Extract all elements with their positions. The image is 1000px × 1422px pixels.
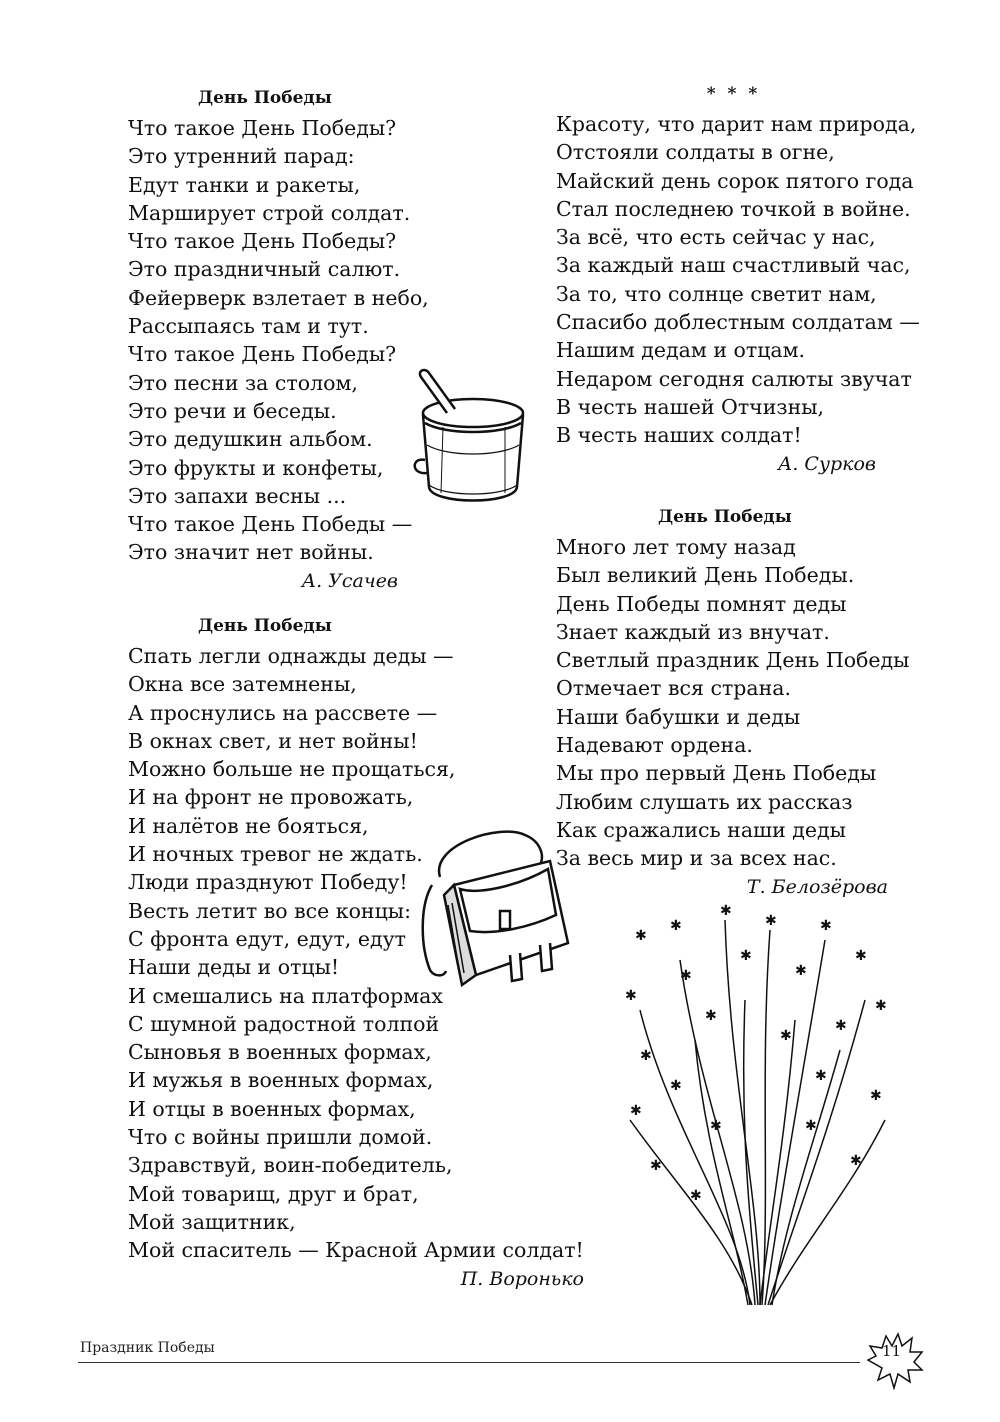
- poem-author: П. Воронько: [460, 1267, 584, 1290]
- poem-line: Здравствуй, воин-победитель,: [128, 1153, 453, 1178]
- poem-line: День Победы помнят деды: [556, 591, 847, 616]
- poem-line: Много лет тому назад: [556, 535, 796, 559]
- poem-line: Нашим дедам и отцам.: [556, 338, 806, 363]
- poem-line: Надевают ордена.: [556, 733, 753, 758]
- poem-line: За весь мир и за всех нас.: [556, 846, 837, 871]
- svg-text:✱: ✱: [680, 968, 692, 984]
- poem-line: Наши деды и отцы!: [128, 955, 340, 980]
- poem-line: Весть летит во все концы:: [128, 898, 412, 923]
- poem-line: Как сражались наши деды: [556, 817, 846, 842]
- poem-line: А проснулись на рассвете —: [128, 700, 438, 725]
- poem-line: Красоту, что дарит нам природа,: [556, 112, 917, 136]
- footer-divider: [78, 1362, 860, 1363]
- poem-line: За всё, что есть сейчас у нас,: [556, 225, 876, 250]
- poem-title: День Победы: [658, 507, 792, 527]
- footer-section-title: Праздник Победы: [80, 1340, 215, 1356]
- poem-line: Знает каждый из внучат.: [556, 619, 830, 644]
- poem-line: Мой защитник,: [128, 1209, 296, 1234]
- poem-line: Светлый праздник День Победы: [556, 648, 910, 673]
- poem-line: Рассыпаясь там и тут.: [128, 314, 369, 339]
- poem-line: Это запахи весны ...: [128, 483, 347, 508]
- poem-line: Недаром сегодня салюты звучат: [556, 366, 912, 391]
- poem-line: Отмечает вся страна.: [556, 676, 792, 701]
- svg-text:✱: ✱: [640, 1048, 652, 1064]
- poem-line: Мой спаситель — Красной Армии солдат!: [128, 1238, 584, 1263]
- svg-text:✱: ✱: [625, 988, 637, 1004]
- poem-line: Спать легли однажды деды —: [128, 644, 454, 668]
- svg-text:✱: ✱: [820, 918, 832, 934]
- poem-line: Едут танки и ракеты,: [128, 172, 361, 197]
- poem-line: Что такое День Победы?: [128, 229, 397, 254]
- poem-line: Сыновья в военных формах,: [128, 1040, 432, 1065]
- svg-text:✱: ✱: [635, 928, 647, 944]
- poem-author: А. Усачев: [301, 569, 398, 592]
- poem-title: День Победы: [198, 88, 332, 108]
- poem-line: Майский день сорок пятого года: [556, 168, 914, 193]
- poem-line: Что такое День Победы?: [128, 116, 397, 140]
- poem-author: А. Сурков: [777, 452, 876, 475]
- svg-text:✱: ✱: [870, 1088, 882, 1104]
- svg-text:✱: ✱: [670, 1078, 682, 1094]
- svg-text:✱: ✱: [630, 1103, 642, 1119]
- poem-usachev: [128, 88, 429, 595]
- poem-line: Это дедушкин альбом.: [128, 427, 373, 452]
- svg-text:✱: ✱: [805, 1118, 817, 1134]
- poem-line: И на фронт не провожать,: [128, 785, 414, 810]
- poem-line: И отцы в военных формах,: [128, 1096, 416, 1121]
- svg-text:✱: ✱: [765, 913, 777, 929]
- poem-line: Это фрукты и конфеты,: [128, 455, 384, 480]
- poem-line: Мой товарищ, друг и брат,: [128, 1181, 419, 1206]
- poem-line: В честь нашей Отчизны,: [556, 394, 825, 419]
- poem-surkov: [556, 84, 920, 478]
- svg-text:✱: ✱: [720, 903, 732, 919]
- poem-line: Марширует строй солдат.: [128, 200, 411, 225]
- poem-line: Можно больше не прощаться,: [128, 757, 456, 782]
- svg-text:✱: ✱: [780, 1028, 792, 1044]
- poem-line: Мы про первый День Победы: [556, 761, 877, 786]
- svg-text:✱: ✱: [850, 1153, 862, 1169]
- svg-text:✱: ✱: [795, 963, 807, 979]
- svg-text:✱: ✱: [705, 1008, 717, 1024]
- poem-line: Окна все затемнены,: [128, 672, 357, 697]
- svg-text:✱: ✱: [835, 1018, 847, 1034]
- poem-line: И мужья в военных формах,: [128, 1068, 434, 1093]
- page-number-badge: [860, 1330, 928, 1390]
- poem-title: День Победы: [198, 616, 332, 636]
- poem-line: Что такое День Победы?: [128, 342, 397, 367]
- poem-line: Это песни за столом,: [128, 370, 358, 395]
- poem-line: За то, что солнце светит нам,: [556, 281, 877, 306]
- svg-text:✱: ✱: [875, 998, 887, 1014]
- svg-text:✱: ✱: [650, 1158, 662, 1174]
- poem-line: Был великий День Победы.: [556, 563, 855, 588]
- fireworks-icon: [610, 900, 900, 1310]
- poem-author: Т. Белозёрова: [746, 875, 888, 898]
- poem-line: И смешались на платформах: [128, 983, 443, 1008]
- maple-leaf-icon: [860, 1330, 928, 1390]
- poem-line: Отстояли солдаты в огне,: [556, 140, 835, 165]
- mess-tin-icon: [405, 365, 540, 515]
- svg-text:✱: ✱: [710, 1118, 722, 1134]
- svg-text:✱: ✱: [815, 1068, 827, 1084]
- page-number: 11: [882, 1342, 902, 1360]
- poem-line: В честь наших солдат!: [556, 423, 802, 448]
- poem-line: За каждый наш счастливый час,: [556, 253, 911, 278]
- poem-line: И ночных тревог не ждать.: [128, 842, 423, 867]
- svg-text:✱: ✱: [855, 948, 867, 964]
- field-bag-icon: [400, 825, 575, 1005]
- poem-line: Это речи и беседы.: [128, 398, 337, 423]
- poem-line: Это утренний парад:: [128, 144, 355, 169]
- poem-line: С шумной радостной толпой: [128, 1011, 440, 1036]
- poem-line: И налётов не бояться,: [128, 813, 369, 838]
- poem-line: Это значит нет войны.: [128, 540, 374, 565]
- poem-line: Что с войны пришли домой.: [128, 1125, 433, 1150]
- poem-belozerova: [556, 507, 910, 901]
- poem-line: Стал последнею точкой в войне.: [556, 196, 911, 221]
- poem-line: Спасибо доблестным солдатам —: [556, 310, 920, 335]
- poem-line: В окнах свет, и нет войны!: [128, 728, 418, 753]
- poem-line: Любим слушать их рассказ: [556, 789, 853, 814]
- svg-text:✱: ✱: [740, 948, 752, 964]
- poem-line: С фронта едут, едут, едут: [128, 926, 406, 951]
- poem-line: Что такое День Победы —: [128, 512, 413, 537]
- poem-line: Это праздничный салют.: [128, 257, 401, 282]
- poem-line: Люди празднуют Победу!: [128, 870, 408, 895]
- svg-text:✱: ✱: [670, 918, 682, 934]
- poem-line: Фейерверк взлетает в небо,: [128, 285, 429, 310]
- svg-text:✱: ✱: [690, 1188, 702, 1204]
- poem-title: * * *: [706, 84, 761, 104]
- poem-line: Наши бабушки и деды: [556, 704, 801, 729]
